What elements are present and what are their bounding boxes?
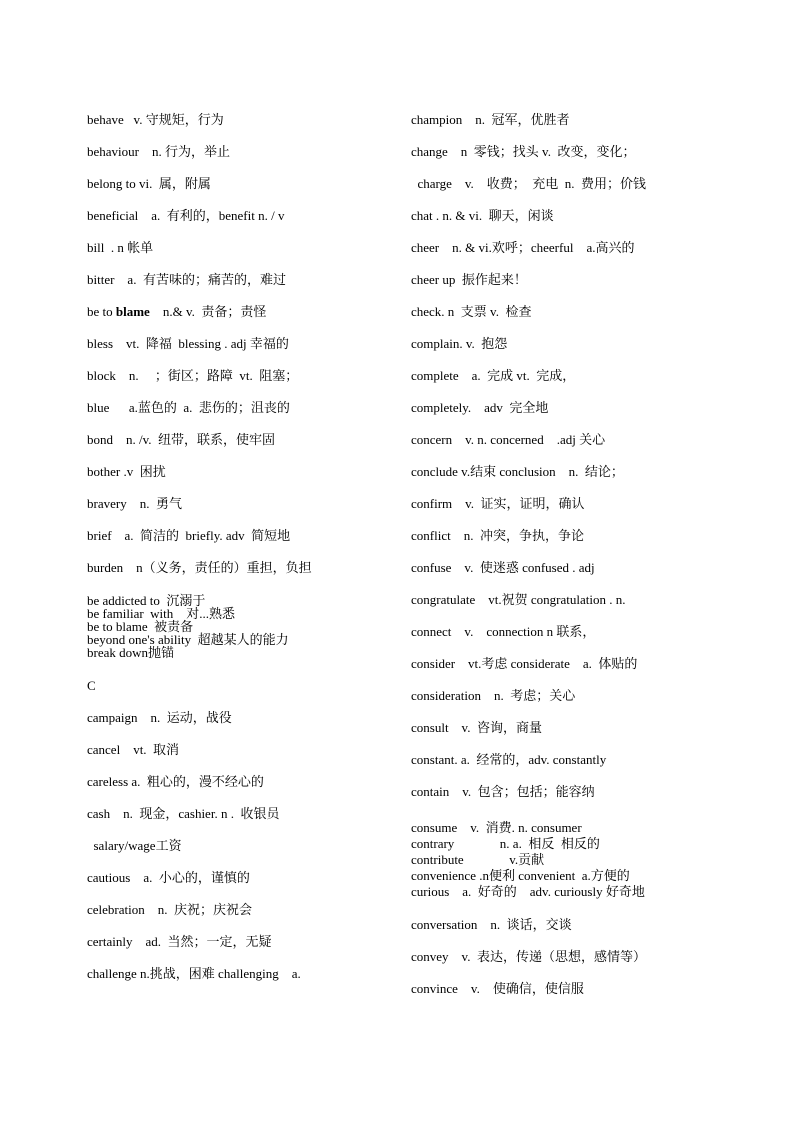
entry-charge: charge v. 收费； 充电 n. 费用；价钱: [411, 176, 647, 191]
entry-brief: brief a. 简洁的 briefly. adv 简短地: [87, 528, 291, 543]
entry-cheer: cheer n. & vi.欢呼；cheerful a.高兴的: [411, 240, 635, 255]
entry-bond: bond n. /v. 纽带，联系，使牢固: [87, 432, 276, 447]
entry-behave: behave v. 守规矩，行为: [87, 112, 224, 127]
entry-consume: consume v. 消费. n. consumer: [411, 820, 582, 835]
entry-blue: blue a.蓝色的 a. 悲伤的；沮丧的: [87, 400, 290, 415]
entry-careless: careless a. 粗心的，漫不经心的: [87, 774, 264, 789]
entry-bitter: bitter a. 有苦味的；痛苦的，难过: [87, 272, 286, 287]
entry-constant: constant. a. 经常的，adv. constantly: [411, 752, 607, 767]
entry-conclude: conclude v.结束 conclusion n. 结论；: [411, 464, 624, 479]
entry-cautious: cautious a. 小心的，谨慎的: [87, 870, 250, 885]
entry-check: check. n 支票 v. 检查: [411, 304, 532, 319]
entry-completely: completely. adv 完全地: [411, 400, 549, 415]
entry-cancel: cancel vt. 取消: [87, 742, 180, 757]
emphasized-word: blame: [115, 304, 150, 319]
entry-connect: connect v. connection n 联系，: [411, 624, 596, 639]
entry-be-to-blame: be to blame n.& v. 责备；责怪: [87, 304, 267, 319]
phrase-be-addicted-to: be addicted to 沉溺于: [87, 593, 206, 608]
entry-belong-to: belong to vi. 属，附属: [87, 176, 211, 191]
entry-behaviour: behaviour n. 行为，举止: [87, 144, 230, 159]
entry-block: block n. ；街区；路障 vt. 阻塞；: [87, 368, 299, 383]
section-letter-c: C: [87, 678, 96, 693]
entry-consider: consider vt.考虑 considerate a. 体贴的: [411, 656, 638, 671]
entry-chat: chat . n. & vi. 聊天，闲谈: [411, 208, 554, 223]
phrase-break-down: break down抛锚: [87, 645, 175, 660]
entry-contrary: contrary n. a. 相反 相反的: [411, 836, 600, 851]
entry-cash: cash n. 现金，cashier. n . 收银员: [87, 806, 280, 821]
entry-bill: bill . n 帐单: [87, 240, 154, 255]
entry-change: change n 零钱；找头 v. 改变，变化；: [411, 144, 636, 159]
entry-bother: bother .v 困扰: [87, 464, 166, 479]
entry-burden: burden n（义务，责任的）重担，负担: [87, 560, 312, 575]
entry-bless: bless vt. 降福 blessing . adj 幸福的: [87, 336, 289, 351]
entry-conversation: conversation n. 谈话，交谈: [411, 917, 572, 932]
entry-celebration: celebration n. 庆祝；庆祝会: [87, 902, 252, 917]
entry-confuse: confuse v. 使迷惑 confused . adj: [411, 560, 595, 575]
entry-confirm: confirm v. 证实，证明，确认: [411, 496, 585, 511]
entry-complete: complete a. 完成 vt. 完成，: [411, 368, 576, 383]
entry-champion: champion n. 冠军，优胜者: [411, 112, 570, 127]
entry-certainly: certainly ad. 当然；一定，无疑: [87, 934, 272, 949]
entry-convince: convince v. 使确信，使信服: [411, 981, 584, 996]
entry-consult: consult v. 咨询，商量: [411, 720, 542, 735]
entry-campaign: campaign n. 运动，战役: [87, 710, 232, 725]
entry-bravery: bravery n. 勇气: [87, 496, 182, 511]
phrase-be-to-blame: be to blame 被责备: [87, 619, 194, 634]
phrase-be-familiar-with: be familiar with 对...熟悉: [87, 606, 236, 621]
entry-challenge: challenge n.挑战，困难 challenging a.: [87, 966, 301, 981]
entry-curious: curious a. 好奇的 adv. curiously 好奇地: [411, 884, 645, 899]
phrase-beyond-ability: beyond one's ability 超越某人的能力: [87, 632, 289, 647]
entry-congratulate: congratulate vt.祝贺 congratulation . n.: [411, 592, 626, 607]
entry-salary-wage: salary/wage工资: [87, 838, 182, 853]
entry-conflict: conflict n. 冲突，争执，争论: [411, 528, 584, 543]
entry-beneficial: beneficial a. 有利的，benefit n. / v: [87, 208, 285, 223]
entry-consideration: consideration n. 考虑；关心: [411, 688, 576, 703]
entry-concern: concern v. n. concerned .adj 关心: [411, 432, 606, 447]
entry-cheer-up: cheer up 振作起来！: [411, 272, 527, 287]
entry-contain: contain v. 包含；包括；能容纳: [411, 784, 595, 799]
entry-complain: complain. v. 抱怨: [411, 336, 508, 351]
entry-contribute: contribute v.贡献: [411, 852, 545, 867]
entry-convenience: convenience .n便利 convenient a.方便的: [411, 868, 630, 883]
entry-convey: convey v. 表达，传递（思想，感情等）: [411, 949, 646, 964]
